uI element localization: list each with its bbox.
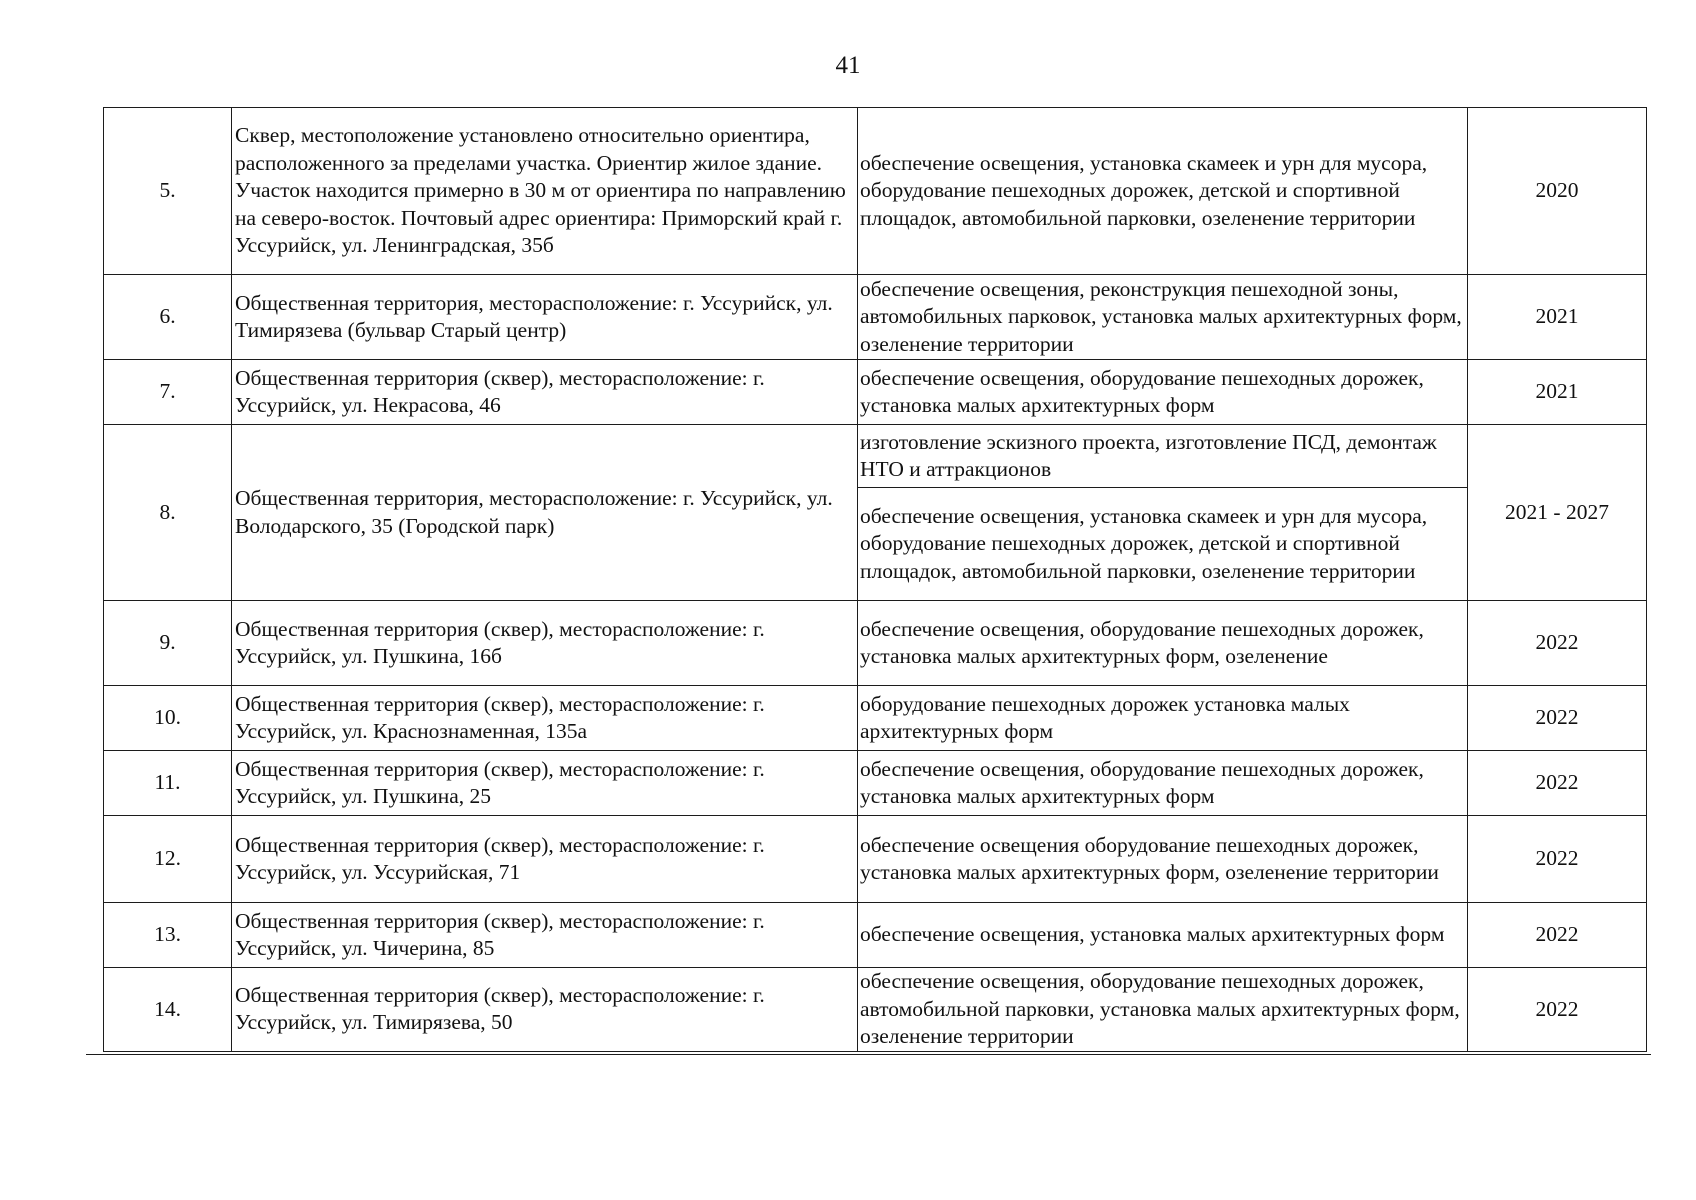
table-row (104, 275, 1647, 360)
row-number: 9. (104, 601, 232, 686)
location-cell: Сквер, местоположение установлено относительно ориентира, расположенного за пределами участка. Ориентир жилое здание. Участок находится примерно в 30 м от ориентира по направлению на северо-восток. Почтовый адрес ориентира: Приморский край г. Уссурийск, ул. Ленинградская, 35б (232, 108, 858, 275)
table-row (104, 425, 1647, 488)
row-number: 11. (104, 751, 232, 816)
row-number: 5. (104, 108, 232, 275)
location-cell: Общественная территория (сквер), месторасположение: г. Уссурийск, ул. Пушкина, 16б (232, 601, 858, 686)
year-cell: 2022 (1468, 903, 1647, 968)
row-number: 8. (104, 425, 232, 601)
bottom-rule (86, 1054, 1651, 1055)
row-number: 13. (104, 903, 232, 968)
table-row (104, 360, 1647, 425)
works-cell: изготовление эскизного проекта, изготовление ПСД, демонтаж НТО и аттракционов (858, 425, 1468, 488)
year-cell: 2022 (1468, 816, 1647, 903)
row-number: 10. (104, 686, 232, 751)
table-row (104, 816, 1647, 903)
year-cell: 2022 (1468, 751, 1647, 816)
year-cell: 2021 - 2027 (1468, 425, 1647, 601)
table-row (104, 601, 1647, 686)
works-cell: обеспечение освещения, реконструкция пешеходной зоны, автомобильных парковок, установка малых архитектурных форм, озеленение территории (858, 275, 1468, 360)
row-number: 7. (104, 360, 232, 425)
location-cell: Общественная территория (сквер), месторасположение: г. Уссурийск, ул. Уссурийская, 71 (232, 816, 858, 903)
table-row (104, 968, 1647, 1052)
works-cell: обеспечение освещения, оборудование пешеходных дорожек, автомобильной парковки, установка малых архитектурных форм, озеленение территории (858, 968, 1468, 1052)
location-cell: Общественная территория (сквер), месторасположение: г. Уссурийск, ул. Пушкина, 25 (232, 751, 858, 816)
row-number: 6. (104, 275, 232, 360)
location-cell: Общественная территория, месторасположение: г. Уссурийск, ул. Тимирязева (бульвар Старый центр) (232, 275, 858, 360)
works-cell: обеспечение освещения, установка малых архитектурных форм (858, 903, 1468, 968)
works-cell: обеспечение освещения, установка скамеек и урн для мусора, оборудование пешеходных дорожек, детской и спортивной площадок, автомобильной парковки, озеленение территории (858, 108, 1468, 275)
table-row (104, 903, 1647, 968)
year-cell: 2020 (1468, 108, 1647, 275)
row-number: 14. (104, 968, 232, 1052)
works-cell: обеспечение освещения, оборудование пешеходных дорожек, установка малых архитектурных форм (858, 360, 1468, 425)
location-cell: Общественная территория (сквер), месторасположение: г. Уссурийск, ул. Некрасова, 46 (232, 360, 858, 425)
territories-table (103, 107, 1647, 1052)
year-cell: 2022 (1468, 686, 1647, 751)
year-cell: 2021 (1468, 275, 1647, 360)
works-cell: обеспечение освещения, оборудование пешеходных дорожек, установка малых архитектурных форм (858, 751, 1468, 816)
location-cell: Общественная территория (сквер), месторасположение: г. Уссурийск, ул. Краснознаменная, 135а (232, 686, 858, 751)
works-cell: обеспечение освещения, оборудование пешеходных дорожек, установка малых архитектурных форм, озеленение (858, 601, 1468, 686)
year-cell: 2022 (1468, 601, 1647, 686)
table-row (104, 686, 1647, 751)
location-cell: Общественная территория (сквер), месторасположение: г. Уссурийск, ул. Тимирязева, 50 (232, 968, 858, 1052)
works-cell: оборудование пешеходных дорожек установка малых архитектурных форм (858, 686, 1468, 751)
works-cell: обеспечение освещения оборудование пешеходных дорожек, установка малых архитектурных форм, озеленение территории (858, 816, 1468, 903)
works-cell: обеспечение освещения, установка скамеек и урн для мусора, оборудование пешеходных дорожек, детской и спортивной площадок, автомобильной парковки, озеленение территории (858, 488, 1468, 601)
year-cell: 2022 (1468, 968, 1647, 1052)
location-cell: Общественная территория (сквер), месторасположение: г. Уссурийск, ул. Чичерина, 85 (232, 903, 858, 968)
year-cell: 2021 (1468, 360, 1647, 425)
table-row (104, 108, 1647, 275)
page-number: 41 (835, 52, 861, 79)
row-number: 12. (104, 816, 232, 903)
location-cell: Общественная территория, месторасположение: г. Уссурийск, ул. Володарского, 35 (Городской парк) (232, 425, 858, 601)
table-row (104, 751, 1647, 816)
